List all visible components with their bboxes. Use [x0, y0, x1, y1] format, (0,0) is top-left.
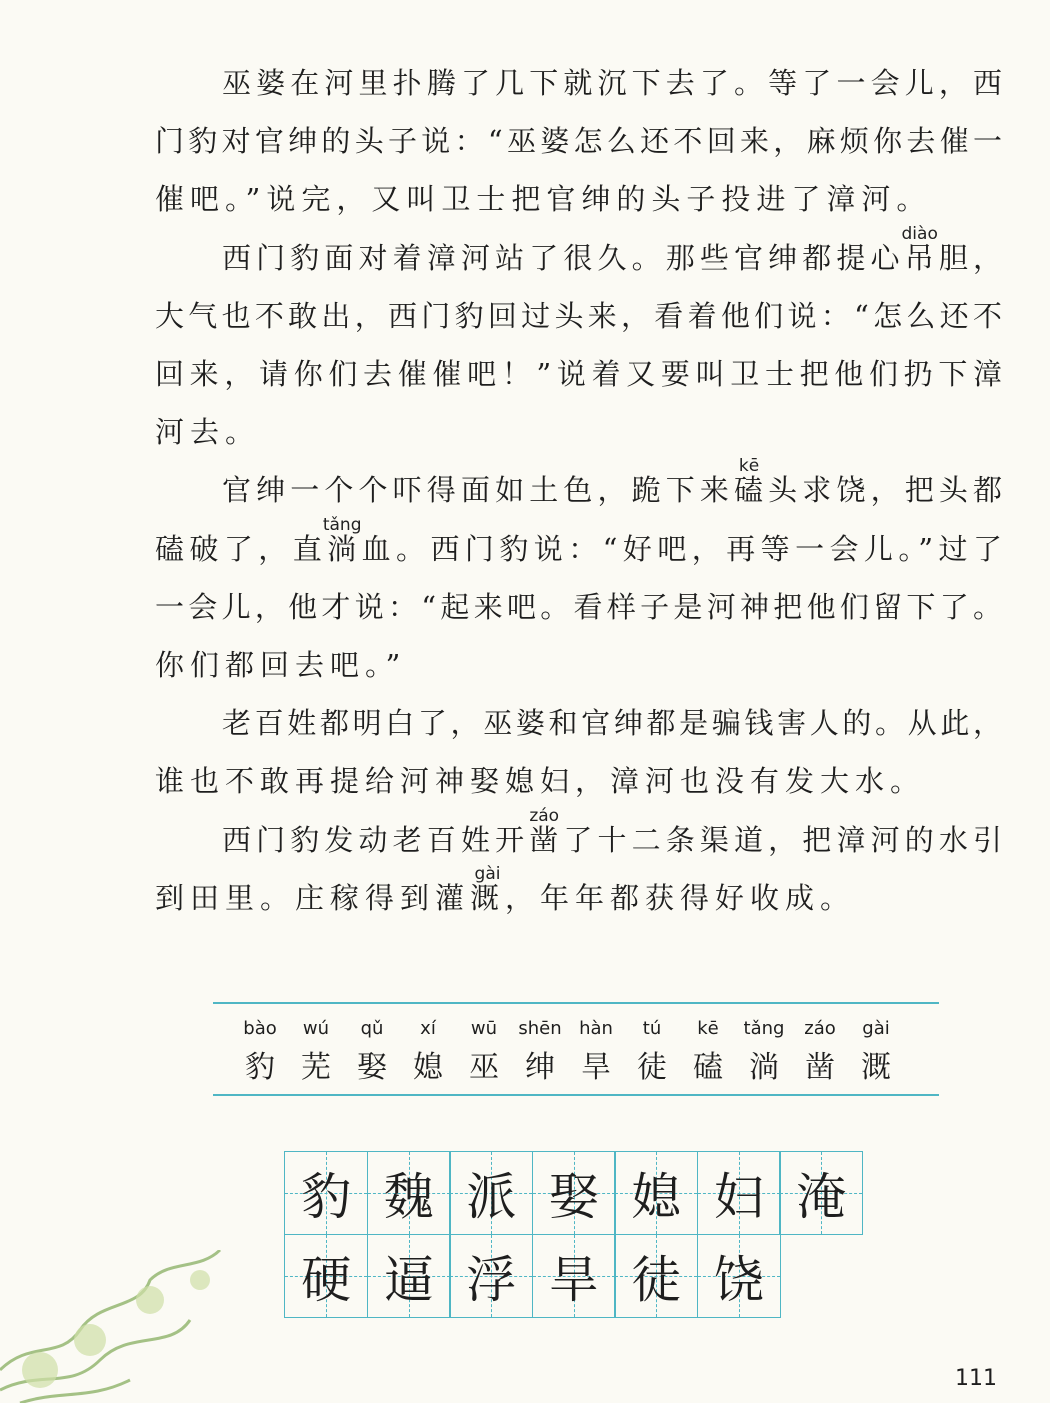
vocab-row — [232, 1018, 904, 1086]
grid-cell — [614, 1151, 698, 1235]
text-line — [155, 514, 1003, 569]
grid-cell — [284, 1151, 368, 1235]
char: 磕 — [734, 473, 765, 508]
text-line — [155, 645, 1003, 685]
grid-char: 逼 — [383, 1250, 434, 1309]
pinyin: tǎng — [322, 514, 362, 535]
vocab-item — [624, 1018, 680, 1086]
grid-cell — [532, 1234, 616, 1318]
vocab-pinyin: tǎng — [743, 1018, 785, 1039]
text-line — [155, 863, 1003, 918]
pinyin: gài — [474, 863, 501, 884]
vocab-char: 徒 — [637, 1050, 667, 1085]
grid-cell — [449, 1234, 533, 1318]
vocab-char: 溉 — [861, 1050, 891, 1085]
vocab-char: 娶 — [357, 1050, 387, 1085]
char: 溉 — [470, 880, 506, 915]
text-line — [222, 223, 1003, 278]
vocab-item — [512, 1018, 568, 1086]
text-line — [155, 354, 1003, 394]
text-line — [222, 63, 1003, 103]
vocab-item — [288, 1018, 344, 1086]
vocab-item — [456, 1018, 512, 1086]
annotated-char — [734, 456, 765, 510]
text-run: 巫婆在河里扑腾了几下就沉下去了。等了一会儿，西 — [222, 66, 1003, 100]
text-run: 西门豹发动老百姓开 — [222, 822, 530, 857]
grid-char: 娶 — [548, 1168, 599, 1227]
grid-char: 豹 — [301, 1168, 352, 1227]
grid-char: 魏 — [383, 1168, 434, 1227]
grid-char: 浮 — [466, 1250, 517, 1309]
text-run: 大气也不敢出，西门豹回过头来，看着他们说：“怎么还不 — [155, 298, 1003, 333]
text-line — [155, 296, 1003, 336]
vocab-item — [232, 1018, 288, 1086]
grid-cell — [532, 1151, 616, 1235]
grid-char: 妇 — [713, 1168, 764, 1227]
pinyin: záo — [529, 805, 560, 826]
grid-char: 饶 — [713, 1250, 764, 1309]
grid-row — [285, 1235, 863, 1318]
text-run: 河去。 — [155, 415, 261, 450]
grid-cell — [614, 1234, 698, 1318]
grid-cell — [367, 1234, 451, 1318]
vocab-pinyin: hàn — [579, 1018, 613, 1039]
text-line — [222, 805, 1003, 860]
grid-row — [285, 1152, 863, 1235]
vocab-char: 绅 — [525, 1050, 555, 1085]
vocab-char: 淌 — [749, 1050, 779, 1085]
annotated-char — [470, 863, 506, 918]
writing-grid — [285, 1152, 863, 1317]
vocab-item — [848, 1018, 904, 1086]
text-run: 了十二条渠道，把漳河的水引 — [559, 822, 1003, 857]
vocab-pinyin: wú — [302, 1018, 330, 1039]
text-run: 一会儿，他才说：“起来吧。看样子是河神把他们留下了。 — [155, 589, 1003, 624]
text-run: 老百姓都明白了，巫婆和官绅都是骗钱害人的。从此， — [222, 706, 1003, 741]
grid-cell — [697, 1151, 781, 1235]
vocab-pinyin: tú — [642, 1018, 662, 1039]
text-line — [155, 179, 1003, 219]
annotated-char — [322, 514, 362, 569]
text-run: 西门豹面对着漳河站了很久。那些官绅都提心 — [222, 240, 905, 275]
vocab-pinyin: bào — [243, 1018, 277, 1039]
pinyin: diào — [901, 223, 938, 244]
vocab-char: 芜 — [301, 1050, 331, 1085]
vocab-bottom-rule — [213, 1094, 939, 1096]
text-run: 到田里。庄稼得到灌 — [155, 880, 471, 915]
char: 淌 — [327, 531, 358, 566]
text-run: 催吧。”说完，又叫卫士把官绅的头子投进了漳河。 — [155, 182, 932, 217]
page-number: 111 — [955, 1366, 997, 1391]
vocab-item — [792, 1018, 848, 1086]
grid-char: 旱 — [548, 1250, 599, 1309]
vocab-pinyin: gài — [862, 1018, 890, 1039]
vocab-top-rule — [213, 1002, 939, 1004]
text-run: 谁也不敢再提给河神娶媳妇，漳河也没有发大水。 — [155, 764, 926, 799]
annotated-char — [529, 805, 560, 860]
vocab-char: 巫 — [469, 1050, 499, 1085]
text-run: 胆， — [934, 240, 1003, 275]
vocab-pinyin: shēn — [518, 1018, 562, 1039]
grid-cell — [367, 1151, 451, 1235]
grid-char: 媳 — [631, 1168, 682, 1227]
grid-char: 派 — [466, 1168, 517, 1227]
vocab-pinyin: kē — [697, 1018, 719, 1039]
text-run: 官绅一个个吓得面如土色，跪下来 — [222, 473, 735, 508]
text-run: 头求饶，把头都 — [764, 473, 1003, 508]
text-line — [155, 412, 1003, 452]
vocab-char: 豹 — [245, 1050, 275, 1085]
vocab-item — [680, 1018, 736, 1086]
pinyin: kē — [738, 456, 760, 477]
text-line — [155, 121, 1003, 161]
vocab-item — [568, 1018, 624, 1086]
text-run: 门豹对官绅的头子说：“巫婆怎么还不回来，麻烦你去催一 — [155, 124, 1003, 159]
vocab-pinyin: wū — [470, 1018, 498, 1039]
vocab-char: 旱 — [581, 1050, 611, 1085]
text-line — [155, 587, 1003, 627]
vocab-item — [400, 1018, 456, 1086]
vocab-char: 凿 — [805, 1050, 835, 1085]
vocab-char: 磕 — [693, 1050, 723, 1085]
vocab-pinyin: qǔ — [360, 1018, 384, 1039]
grid-cell — [697, 1234, 781, 1318]
text-run: 你们都回去吧。” — [155, 648, 407, 682]
grid-cell — [449, 1151, 533, 1235]
text-run: ，年年都获得好收成。 — [505, 880, 856, 915]
text-line — [155, 761, 1003, 801]
vocab-item — [344, 1018, 400, 1086]
text-run: 血。西门豹说：“好吧，再等一会儿。”过了 — [357, 531, 1003, 566]
grid-char: 淹 — [796, 1168, 847, 1227]
grid-char: 徒 — [631, 1250, 682, 1309]
text-run: 回来，请你们去催催吧！”说着又要叫卫士把他们扔下漳 — [155, 357, 1003, 391]
annotated-char — [901, 223, 938, 278]
vocab-pinyin: záo — [804, 1018, 836, 1039]
text-line — [222, 703, 1003, 743]
grid-cell — [779, 1151, 863, 1235]
text-run: 磕破了，直 — [155, 531, 328, 566]
vocab-pinyin: xí — [420, 1018, 436, 1039]
char: 凿 — [529, 822, 560, 857]
wave-decoration-icon — [0, 1250, 270, 1403]
vocab-item — [736, 1018, 792, 1086]
vocab-char: 媳 — [413, 1050, 443, 1085]
grid-cell — [284, 1234, 368, 1318]
char: 吊 — [904, 240, 935, 275]
grid-char: 硬 — [301, 1250, 352, 1309]
